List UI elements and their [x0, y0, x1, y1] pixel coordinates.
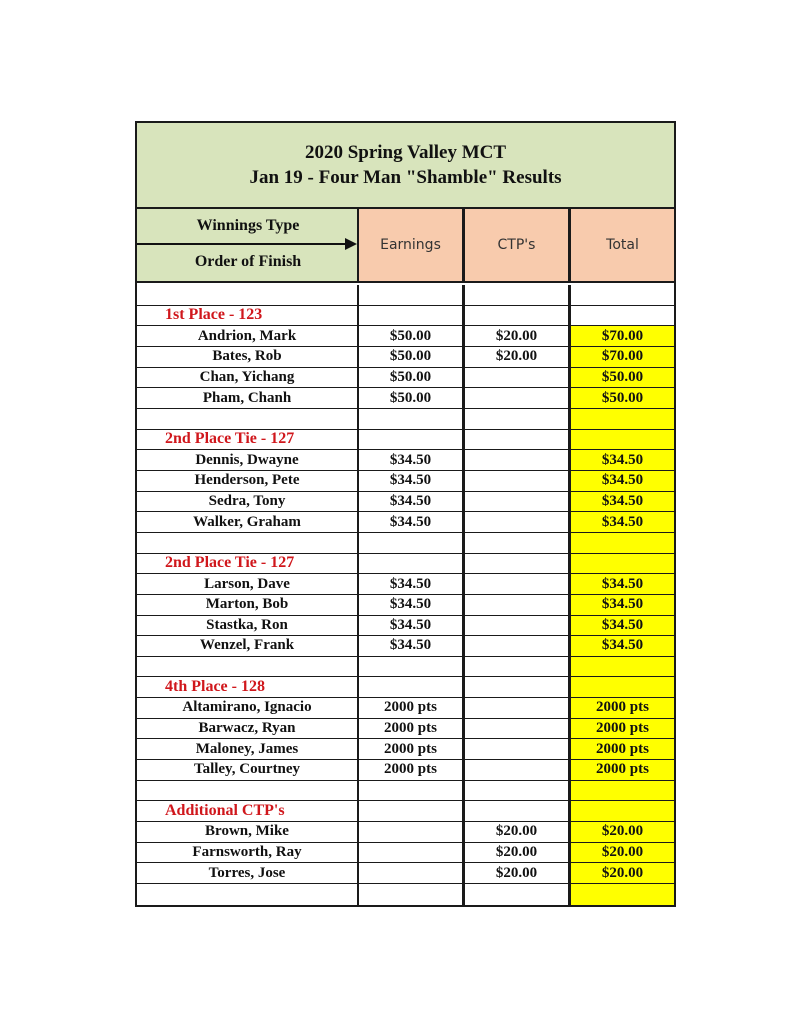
- table-header: [137, 209, 674, 283]
- total-cell: 2000 pts: [571, 719, 674, 739]
- earnings-cell: [359, 801, 465, 821]
- ctp-cell: [465, 388, 571, 408]
- total-cell: [571, 285, 674, 305]
- player-name-cell: Andrion, Mark: [137, 326, 359, 346]
- table-row: [137, 822, 674, 843]
- results-table-body: [137, 285, 674, 905]
- player-name-cell: Dennis, Dwayne: [137, 450, 359, 470]
- total-cell: [571, 884, 674, 905]
- table-row: [137, 471, 674, 492]
- table-row: [137, 760, 674, 781]
- player-name-cell: Sedra, Tony: [137, 492, 359, 512]
- earnings-cell: 2000 pts: [359, 760, 465, 780]
- player-name-cell: Maloney, James: [137, 739, 359, 759]
- earnings-cell: [359, 533, 465, 553]
- table-row: [137, 843, 674, 864]
- earnings-cell: [359, 306, 465, 326]
- player-name-cell: Henderson, Pete: [137, 471, 359, 491]
- title-line-2: Jan 19 - Four Man "Shamble" Results: [249, 167, 562, 188]
- player-name-cell: [137, 409, 359, 429]
- section-header-row: [137, 306, 674, 327]
- player-name-cell: Farnsworth, Ray: [137, 843, 359, 863]
- total-cell: [571, 306, 674, 326]
- table-row: [137, 595, 674, 616]
- ctp-cell: [465, 574, 571, 594]
- player-name-cell: Chan, Yichang: [137, 368, 359, 388]
- total-cell: $34.50: [571, 595, 674, 615]
- ctp-cell: [465, 739, 571, 759]
- ctp-cell: [465, 698, 571, 718]
- table-row: [137, 347, 674, 368]
- table-row: [137, 368, 674, 389]
- total-cell: $34.50: [571, 574, 674, 594]
- earnings-cell: $50.00: [359, 347, 465, 367]
- earnings-column-header: Earnings: [359, 209, 465, 281]
- total-cell: $50.00: [571, 368, 674, 388]
- earnings-cell: $34.50: [359, 492, 465, 512]
- player-name-cell: Barwacz, Ryan: [137, 719, 359, 739]
- ctp-cell: [465, 636, 571, 656]
- total-cell: $34.50: [571, 450, 674, 470]
- total-cell: [571, 533, 674, 553]
- ctp-cell: [465, 285, 571, 305]
- ctp-cell: [465, 512, 571, 532]
- player-name-cell: Brown, Mike: [137, 822, 359, 842]
- table-row: [137, 388, 674, 409]
- table-row: [137, 492, 674, 513]
- section-header-row: [137, 430, 674, 451]
- total-cell: [571, 677, 674, 697]
- ctp-cell: [465, 430, 571, 450]
- player-name-cell: Larson, Dave: [137, 574, 359, 594]
- table-row: [137, 616, 674, 637]
- earnings-cell: 2000 pts: [359, 719, 465, 739]
- ctp-cell: [465, 760, 571, 780]
- total-cell: $34.50: [571, 492, 674, 512]
- earnings-cell: $34.50: [359, 574, 465, 594]
- player-name-cell: [137, 781, 359, 801]
- total-cell: $20.00: [571, 822, 674, 842]
- player-name-cell: Altamirano, Ignacio: [137, 698, 359, 718]
- earnings-cell: $50.00: [359, 388, 465, 408]
- total-cell: 2000 pts: [571, 739, 674, 759]
- title-line-1: 2020 Spring Valley MCT: [304, 142, 507, 163]
- total-cell: [571, 409, 674, 429]
- total-cell: $34.50: [571, 512, 674, 532]
- earnings-cell: [359, 285, 465, 305]
- ctp-cell: [465, 533, 571, 553]
- total-cell: $70.00: [571, 326, 674, 346]
- player-name-cell: Bates, Rob: [137, 347, 359, 367]
- ctp-cell: $20.00: [465, 347, 571, 367]
- ctps-column-header: CTP's: [465, 209, 571, 281]
- section-header-row: [137, 677, 674, 698]
- total-cell: $70.00: [571, 347, 674, 367]
- blank-row: [137, 409, 674, 430]
- ctp-cell: [465, 884, 571, 905]
- total-cell: 2000 pts: [571, 760, 674, 780]
- total-cell: $20.00: [571, 863, 674, 883]
- earnings-cell: [359, 430, 465, 450]
- blank-row: [137, 657, 674, 678]
- ctp-cell: [465, 595, 571, 615]
- ctp-cell: $20.00: [465, 863, 571, 883]
- total-cell: $20.00: [571, 843, 674, 863]
- earnings-cell: $34.50: [359, 512, 465, 532]
- earnings-cell: 2000 pts: [359, 739, 465, 759]
- earnings-cell: [359, 884, 465, 905]
- table-row: [137, 698, 674, 719]
- player-name-cell: [137, 884, 359, 905]
- blank-row: [137, 781, 674, 802]
- total-column-header: Total: [571, 209, 674, 281]
- table-row: [137, 450, 674, 471]
- earnings-cell: [359, 657, 465, 677]
- section-label: 2nd Place Tie - 127: [137, 554, 359, 574]
- ctp-cell: [465, 801, 571, 821]
- earnings-cell: [359, 554, 465, 574]
- player-name-cell: Walker, Graham: [137, 512, 359, 532]
- earnings-cell: $50.00: [359, 326, 465, 346]
- section-label: 2nd Place Tie - 127: [137, 430, 359, 450]
- ctp-cell: $20.00: [465, 843, 571, 863]
- ctp-cell: [465, 368, 571, 388]
- section-label: 4th Place - 128: [137, 677, 359, 697]
- earnings-cell: $34.50: [359, 636, 465, 656]
- total-cell: [571, 554, 674, 574]
- earnings-cell: $50.00: [359, 368, 465, 388]
- total-cell: [571, 801, 674, 821]
- total-cell: $50.00: [571, 388, 674, 408]
- header-row-labels: [137, 209, 359, 281]
- earnings-cell: [359, 409, 465, 429]
- earnings-cell: [359, 781, 465, 801]
- player-name-cell: [137, 533, 359, 553]
- earnings-cell: [359, 677, 465, 697]
- player-name-cell: [137, 657, 359, 677]
- section-label: Additional CTP's: [137, 801, 359, 821]
- table-row: [137, 739, 674, 760]
- winnings-type-label: Winnings Type: [196, 217, 300, 234]
- earnings-cell: 2000 pts: [359, 698, 465, 718]
- total-cell: [571, 781, 674, 801]
- player-name-cell: [137, 285, 359, 305]
- earnings-cell: $34.50: [359, 450, 465, 470]
- table-row: [137, 574, 674, 595]
- total-cell: [571, 430, 674, 450]
- arrow-head-icon: [345, 238, 357, 250]
- table-row: [137, 326, 674, 347]
- section-label: 1st Place - 123: [137, 306, 359, 326]
- player-name-cell: Torres, Jose: [137, 863, 359, 883]
- earnings-cell: [359, 843, 465, 863]
- earnings-cell: $34.50: [359, 471, 465, 491]
- player-name-cell: Stastka, Ron: [137, 616, 359, 636]
- total-cell: [571, 657, 674, 677]
- results-sheet: [135, 121, 676, 907]
- ctp-cell: [465, 657, 571, 677]
- ctp-cell: [465, 616, 571, 636]
- total-cell: $34.50: [571, 636, 674, 656]
- earnings-cell: $34.50: [359, 595, 465, 615]
- section-header-row: [137, 554, 674, 575]
- earnings-cell: $34.50: [359, 616, 465, 636]
- table-row: [137, 512, 674, 533]
- order-of-finish-label: Order of Finish: [194, 253, 302, 270]
- section-header-row: [137, 801, 674, 822]
- ctp-cell: [465, 719, 571, 739]
- ctp-cell: $20.00: [465, 822, 571, 842]
- player-name-cell: Wenzel, Frank: [137, 636, 359, 656]
- ctp-cell: [465, 471, 571, 491]
- ctp-cell: $20.00: [465, 326, 571, 346]
- ctp-cell: [465, 409, 571, 429]
- total-cell: $34.50: [571, 616, 674, 636]
- ctp-cell: [465, 781, 571, 801]
- ctp-cell: [465, 306, 571, 326]
- total-cell: 2000 pts: [571, 698, 674, 718]
- player-name-cell: Marton, Bob: [137, 595, 359, 615]
- ctp-cell: [465, 492, 571, 512]
- title-block: [137, 123, 674, 209]
- ctp-cell: [465, 450, 571, 470]
- player-name-cell: Pham, Chanh: [137, 388, 359, 408]
- blank-row: [137, 285, 674, 306]
- table-row: [137, 863, 674, 884]
- table-row: [137, 719, 674, 740]
- blank-row: [137, 884, 674, 905]
- blank-row: [137, 533, 674, 554]
- ctp-cell: [465, 677, 571, 697]
- total-cell: $34.50: [571, 471, 674, 491]
- arrow-right-icon: [137, 243, 349, 245]
- table-row: [137, 636, 674, 657]
- earnings-cell: [359, 822, 465, 842]
- earnings-cell: [359, 863, 465, 883]
- ctp-cell: [465, 554, 571, 574]
- player-name-cell: Talley, Courtney: [137, 760, 359, 780]
